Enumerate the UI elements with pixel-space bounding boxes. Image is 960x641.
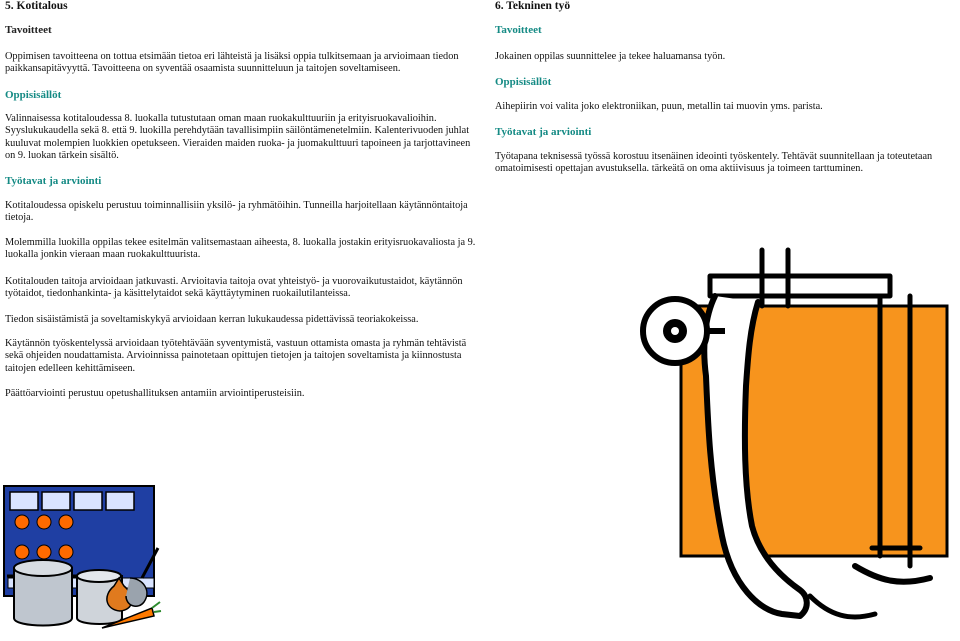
methods-paragraph: Kotitaloudessa opiskelu perustuu toiminnallisiin yksilö- ja ryhmätöihin. Tunneilla harjoitellaan käytännöntaitoja tietoja. [5, 200, 468, 224]
methods-paragraph-5-box [5, 338, 483, 375]
methods-heading: Työtavat ja arviointi [495, 126, 592, 138]
methods-paragraph-2-box [5, 237, 483, 262]
goals-text-box [5, 51, 483, 76]
kotitalous-title-box [5, 0, 483, 13]
content-heading: Oppisisällöt [5, 89, 62, 101]
methods-paragraph: Käytännön työskentelyssä arvioidaan työtehtävään syventymistä, vastuun ottamista omasta ja ryhmän tehtävistä sekä ohjeiden noudattamista. Arvioinnissa painotetaan opittujen tietojen ja taitojen soveltamista ja kiinnostusta taitojen edelleen kehittämiseen. [5, 338, 467, 374]
methods-paragraph: Päättöarviointi perustuu opetushallituksen antamiin arviointiperusteisiin. [5, 388, 305, 399]
content-text-box [5, 113, 483, 163]
content-text-box [495, 101, 958, 113]
kitchen-illustration [2, 478, 162, 638]
methods-text-box [495, 151, 958, 176]
goals-text-box [495, 51, 958, 63]
methods-paragraph-6-box [5, 388, 483, 400]
methods-paragraph: Tiedon sisäistämistä ja soveltamiskykyä arvioidaan kerran lukukaudessa pidettävissä teoriakokeissa. [5, 314, 419, 325]
section-title: 6. Tekninen työ [495, 0, 571, 12]
cooking-pot [7, 560, 80, 626]
content-heading: Oppisisällöt [495, 76, 552, 88]
content-heading-box [5, 89, 483, 102]
goals-text: Jokainen oppilas suunnittelee ja tekee haluamansa työn. [495, 51, 726, 62]
goals-heading-box [495, 24, 958, 37]
content-text: Aihepiirin voi valita joko elektroniikan, puun, metallin tai muovin yms. parista. [495, 101, 823, 112]
methods-heading-box [5, 175, 483, 188]
tekninen-title-box [495, 0, 958, 13]
methods-paragraph-1-box [5, 200, 483, 225]
methods-paragraph: Kotitalouden taitoja arvioidaan jatkuvasti. Arvioitavia taitoja ovat yhteistyö- ja vuorovaikutustaidot, käytännön työtaidot, tiedonhankinta- ja käsittelytaidot sekä käyttäytyminen ruokailutilanteissa. [5, 276, 463, 300]
goals-heading: Tavoitteet [495, 24, 542, 36]
goals-text: Oppimisen tavoitteena on tottua etsimään tietoa eri lähteistä ja lisäksi oppia tulkitsemaan ja arvioimaan tiedon paikkansapitävyyttä. Tavoitteena on syventää osaamista suunnitteluun ja taitojen soveltamiseen. [5, 51, 459, 75]
section-title: 5. Kotitalous [5, 0, 68, 12]
methods-heading: Työtavat ja arviointi [5, 175, 102, 187]
methods-paragraph-4-box [5, 314, 483, 326]
clamp-illustration [640, 236, 960, 636]
goals-heading-box [5, 24, 483, 37]
methods-text: Työtapana teknisessä työssä korostuu itsenäinen ideointi työskentely. Tehtävät suunnitellaan ja toteutetaan omatoimisesti opettajan avustuksella. tärkeätä on oma aktiivisuus ja toimeen tarttuminen. [495, 151, 933, 175]
content-text: Valinnaisessa kotitaloudessa 8. luokalla tutustutaan oman maan ruokakulttuuriin ja erityisruokavalioihin. Syyslukukaudella sekä 8. että 9. luokilla perehdytään tavallisimpiin säilöntämenetelmiin. Kalenterivuoden juhlat kuuluvat molempien luokkien opetukseen. Vieraiden maiden ruoka- ja juomakulttuuri tapoineen ja tarjottavineen on 9. luokan tärkein sisältö. [5, 113, 471, 162]
methods-paragraph-3-box [5, 276, 483, 301]
content-heading-box [495, 76, 958, 89]
methods-paragraph: Molemmilla luokilla oppilas tekee esitelmän valitsemastaan aiheesta, 8. luokalla jostakin erityisruokavaliosta ja 9. luokalla jonkin vieraan maan ruokakulttuurista. [5, 237, 476, 261]
goals-heading: Tavoitteet [5, 24, 52, 36]
methods-heading-box [495, 126, 958, 139]
